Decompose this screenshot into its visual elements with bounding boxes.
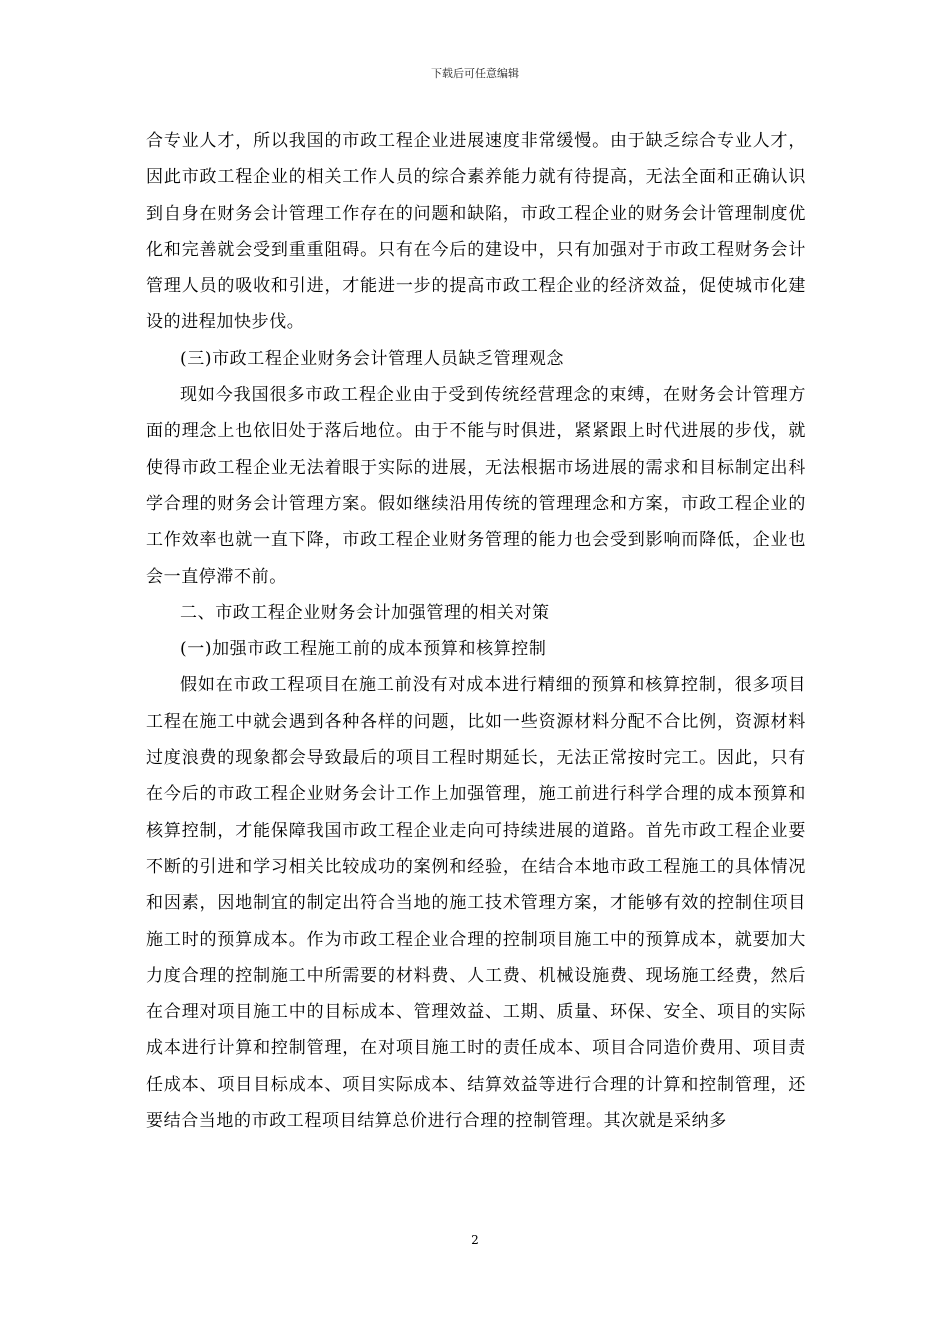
paragraph: 现如今我国很多市政工程企业由于受到传统经营理念的束缚，在财务会计管理方面的理念上也依旧处于落后地位。由于不能与时俱进，紧紧跟上时代进展的步伐，就使得市政工程企业无法着眼于实际的进展，无法根据市场进展的需求和目标制定出科学合理的财务会计管理方案。假如继续沿用传统的管理理念和方案，市政工程企业的工作效率也就一直下降，市政工程企业财务管理的能力也会受到影响而降低，企业也会一直停滞不前。: [146, 385, 806, 587]
page-number: 2: [471, 1233, 479, 1247]
paragraph-continued: 合专业人才，所以我国的市政工程企业进展速度非常缓慢。由于缺乏综合专业人才，因此市政工程企业的相关工作人员的综合素养能力就有待提高，无法全面和正确认识到自身在财务会计管理工作存在的问题和缺陷，市政工程企业的财务会计管理制度优化和完善就会受到重重阻碍。只有在今后的建设中，只有加强对于市政工程财务会计管理人员的吸收和引进，才能进一步的提高市政工程企业的经济效益，促使城市化建设的进程加快步伐。: [146, 131, 806, 333]
section-heading-2: 二、市政工程企业财务会计加强管理的相关对策: [180, 602, 550, 623]
document-body: [146, 123, 806, 1139]
paragraph: 假如在市政工程项目在施工前没有对成本进行精细的预算和核算控制，很多项目工程在施工中就会遇到各种各样的问题，比如一些资源材料分配不合比例，资源材料过度浪费的现象都会导致最后的项目工程时期延长，无法正常按时完工。因此，只有在今后的市政工程企业财务会计工作上加强管理，施工前进行科学合理的成本预算和核算控制，才能保障我国市政工程企业走向可持续进展的道路。首先市政工程企业要不断的引进和学习相关比较成功的案例和经验，在结合本地市政工程施工的具体情况和因素，因地制宜的制定出符合当地的施工技术管理方案，才能够有效的控制住项目施工时的预算成本。作为市政工程企业合理的控制项目施工中的预算成本，就要加大力度合理的控制施工中所需要的材料费、人工费、机械设施费、现场施工经费，然后在合理对项目施工中的目标成本、管理效益、工期、质量、环保、安全、项目的实际成本进行计算和控制管理，在对项目施工时的责任成本、项目合同造价费用、项目责任成本、项目目标成本、项目实际成本、结算效益等进行合理的计算和控制管理，还要结合当地的市政工程项目结算总价进行合理的控制管理。其次就是采纳多: [146, 675, 806, 1132]
page-header: 下载后可任意编辑: [431, 67, 519, 80]
section-heading-3: (三)市政工程企业财务会计管理人员缺乏管理观念: [180, 348, 565, 369]
subsection-heading-1: (一)加强市政工程施工前的成本预算和核算控制: [180, 639, 547, 660]
